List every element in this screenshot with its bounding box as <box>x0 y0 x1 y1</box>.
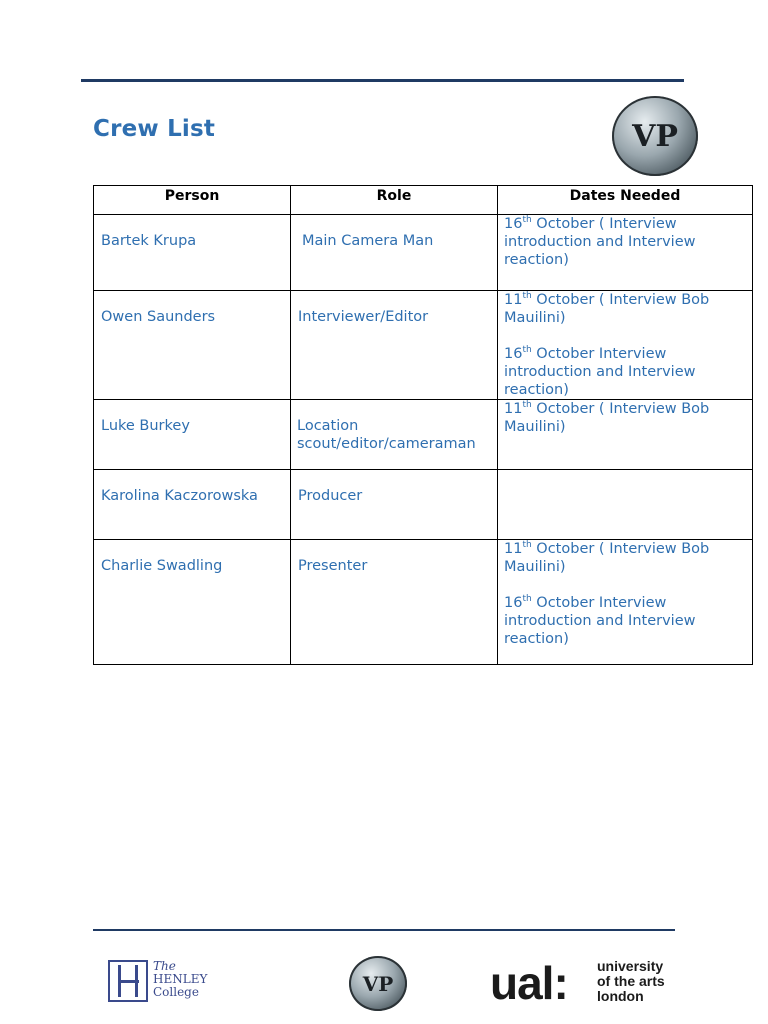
cell-dates <box>498 400 753 470</box>
cell-role <box>291 291 498 400</box>
cell-person <box>94 470 291 540</box>
role-name: Location scout/editor/cameraman <box>297 418 476 452</box>
date-entry: 16th October ( Interview introduction and Interview reaction) <box>504 215 696 268</box>
table-header-row <box>94 186 753 215</box>
person-name: Charlie Swadling <box>101 558 223 574</box>
table-row <box>94 540 753 665</box>
henley-logo-text: The HENLEY College <box>153 959 208 999</box>
cell-dates <box>498 540 753 665</box>
vp-logo-text: VP <box>632 118 678 154</box>
date-entry: 11th October ( Interview Bob Mauilini) <box>504 400 710 435</box>
header-rule <box>81 79 684 82</box>
date-entry: 11th October ( Interview Bob Mauilini) <box>504 291 710 326</box>
date-entry: 11th October ( Interview Bob Mauilini) <box>504 540 710 575</box>
ual-logo-text: university of the arts london <box>597 958 665 1004</box>
cell-dates <box>498 470 753 540</box>
cell-dates <box>498 291 753 400</box>
footer-rule <box>93 929 675 931</box>
cell-role <box>291 470 498 540</box>
crew-table <box>93 185 753 665</box>
vp-logo-header <box>612 96 698 176</box>
cell-role <box>291 540 498 665</box>
cell-person <box>94 215 291 291</box>
page-title: Crew List <box>93 116 216 142</box>
role-name: Interviewer/Editor <box>298 309 429 325</box>
date-entry: 16th October Interview introduction and Interview reaction) <box>504 594 696 647</box>
cell-role <box>291 400 498 470</box>
cell-person <box>94 291 291 400</box>
cell-person <box>94 400 291 470</box>
date-entry: 16th October Interview introduction and Interview reaction) <box>504 345 696 398</box>
vp-logo-footer <box>349 956 407 1011</box>
date-spacer <box>504 327 746 345</box>
henley-crest-icon <box>108 960 148 1002</box>
table-row <box>94 215 753 291</box>
column-header-dates: Dates Needed <box>498 186 753 215</box>
cell-role <box>291 215 498 291</box>
cell-dates <box>498 215 753 291</box>
ual-logo-mark: ual: <box>490 957 568 1009</box>
role-name: Main Camera Man <box>302 233 434 249</box>
person-name: Bartek Krupa <box>101 233 197 249</box>
column-header-role: Role <box>291 186 498 215</box>
date-spacer <box>504 576 746 594</box>
cell-person <box>94 540 291 665</box>
column-header-person: Person <box>94 186 291 215</box>
person-name: Karolina Kaczorowska <box>101 488 258 504</box>
role-name: Presenter <box>298 558 368 574</box>
table-row <box>94 400 753 470</box>
vp-logo-text: VP <box>362 971 394 996</box>
person-name: Owen Saunders <box>101 309 216 325</box>
role-name: Producer <box>298 488 363 504</box>
table-row <box>94 470 753 540</box>
person-name: Luke Burkey <box>101 418 190 434</box>
henley-college-logo <box>108 960 218 1002</box>
table-row <box>94 291 753 400</box>
